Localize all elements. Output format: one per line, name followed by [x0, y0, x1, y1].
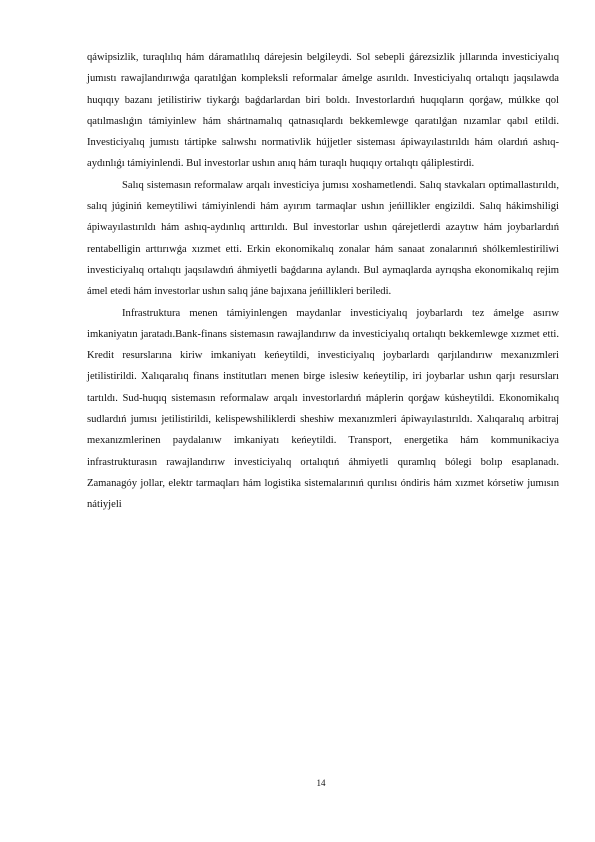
paragraph-3: Infrastruktura menen támiyinlengen maydanlar investiciyalıq joybarlardı tez ámelge asırıw imkaniyatın jaratadı.Bank-finans sistemasın rawajlandırıw da investiciyalıq ortalıqtı bekkemlewge xızmet etti. Kredit resurslarına kiriw imkaniyatı keńeytildi, investiciyalıq joybarlardı qarjılandırıw mexanızmleri jetilistirildi. Xalıqaralıq finans institutları menen birge islesiw keńeytilip, iri joybarlar ushın qarjı resursları tartıldı. Sud-huqıq sistemasın reformalaw arqalı investorlardıń máplerin qorǵaw kúsheytildi. Ekonomikalıq sudlardıń jumısı jetilistirildi, kelispewshiliklerdi sheshiw mexanızmleri ápiwayılastırıldı. Xalıqaralıq arbitraj mexanızmlerinen paydalanıw imkaniyatı keńeytildi. Transport, energetika hám kommunikaciya infrastrukturasın rawajlandırıw investiciyalıq ortalıqtıń áhmiyetli quramlıq bólegi bolıp esaplanadı. Zamanagóy jollar, elektr tarmaqları hám logistika sistemalarınıń qurılısı óndiris hám xızmet kórsetiw jumısın nátiyjeli: [87, 307, 559, 511]
paragraph-2: Salıq sistemasın reformalaw arqalı investiciya jumısı xoshametlendi. Salıq stavkaları optimallastırıldı, salıq júginiń kemeytiliwi támiyinlendi hám ayırım tarmaqlar ushın jeńillikler engizildi. Salıq hákimshiligi ápiwayılastırıldı hám ashıq-aydınlıq arttırıldı. Bul investorlar ushın qárejetlerdi azaytıw hám joybarlardıń rentabelligin arttırıwǵa xızmet etti. Erkin ekonomikalıq zonalar hám sanaat zonalarınıń shólkemlestiriliwi investiciyalıq ortalıqtı jaqsılawdıń áhmiyetli baǵdarına aylandı. Bul aymaqlarda ayrıqsha ekonomikalıq rejim ámel etedi hám investorlar ushın salıq jáne bajıxana jeńillikleri beriledi.: [87, 179, 559, 298]
paragraph-1: qáwipsizlik, turaqlılıq hám dáramatlılıq dárejesin belgileydi. Sol sebepli ǵárezsizlik jıllarında investiciyalıq jumıstı rawajlandırıwǵa qaratılǵan kompleksli reformalar ámelge asırıldı. Investiciyalıq ortalıqtı jaqsılawda huqıqıy bazanı jetilistiriw tiykarǵı baǵdarlardan biri boldı. Investorlardıń huqıqların qorǵaw, múlkke qol qatılmaslıǵın támiyinlew hám shártnamalıq qatnasıqlardı bekkemlewge qaratılǵan nızamlar qabıl etildi. Investiciyalıq jumıstı tártipke salıwshı normativlik hújjetler sisteması ápiwayılastırıldı hám olardıń ashıq-aydınlıǵı támiyinlendi. Bul investorlar ushın anıq hám turaqlı huqıqıy ortalıqtı qáliplestirdi.: [87, 52, 559, 170]
page-number: 14: [316, 778, 326, 788]
body-text: [87, 47, 559, 516]
